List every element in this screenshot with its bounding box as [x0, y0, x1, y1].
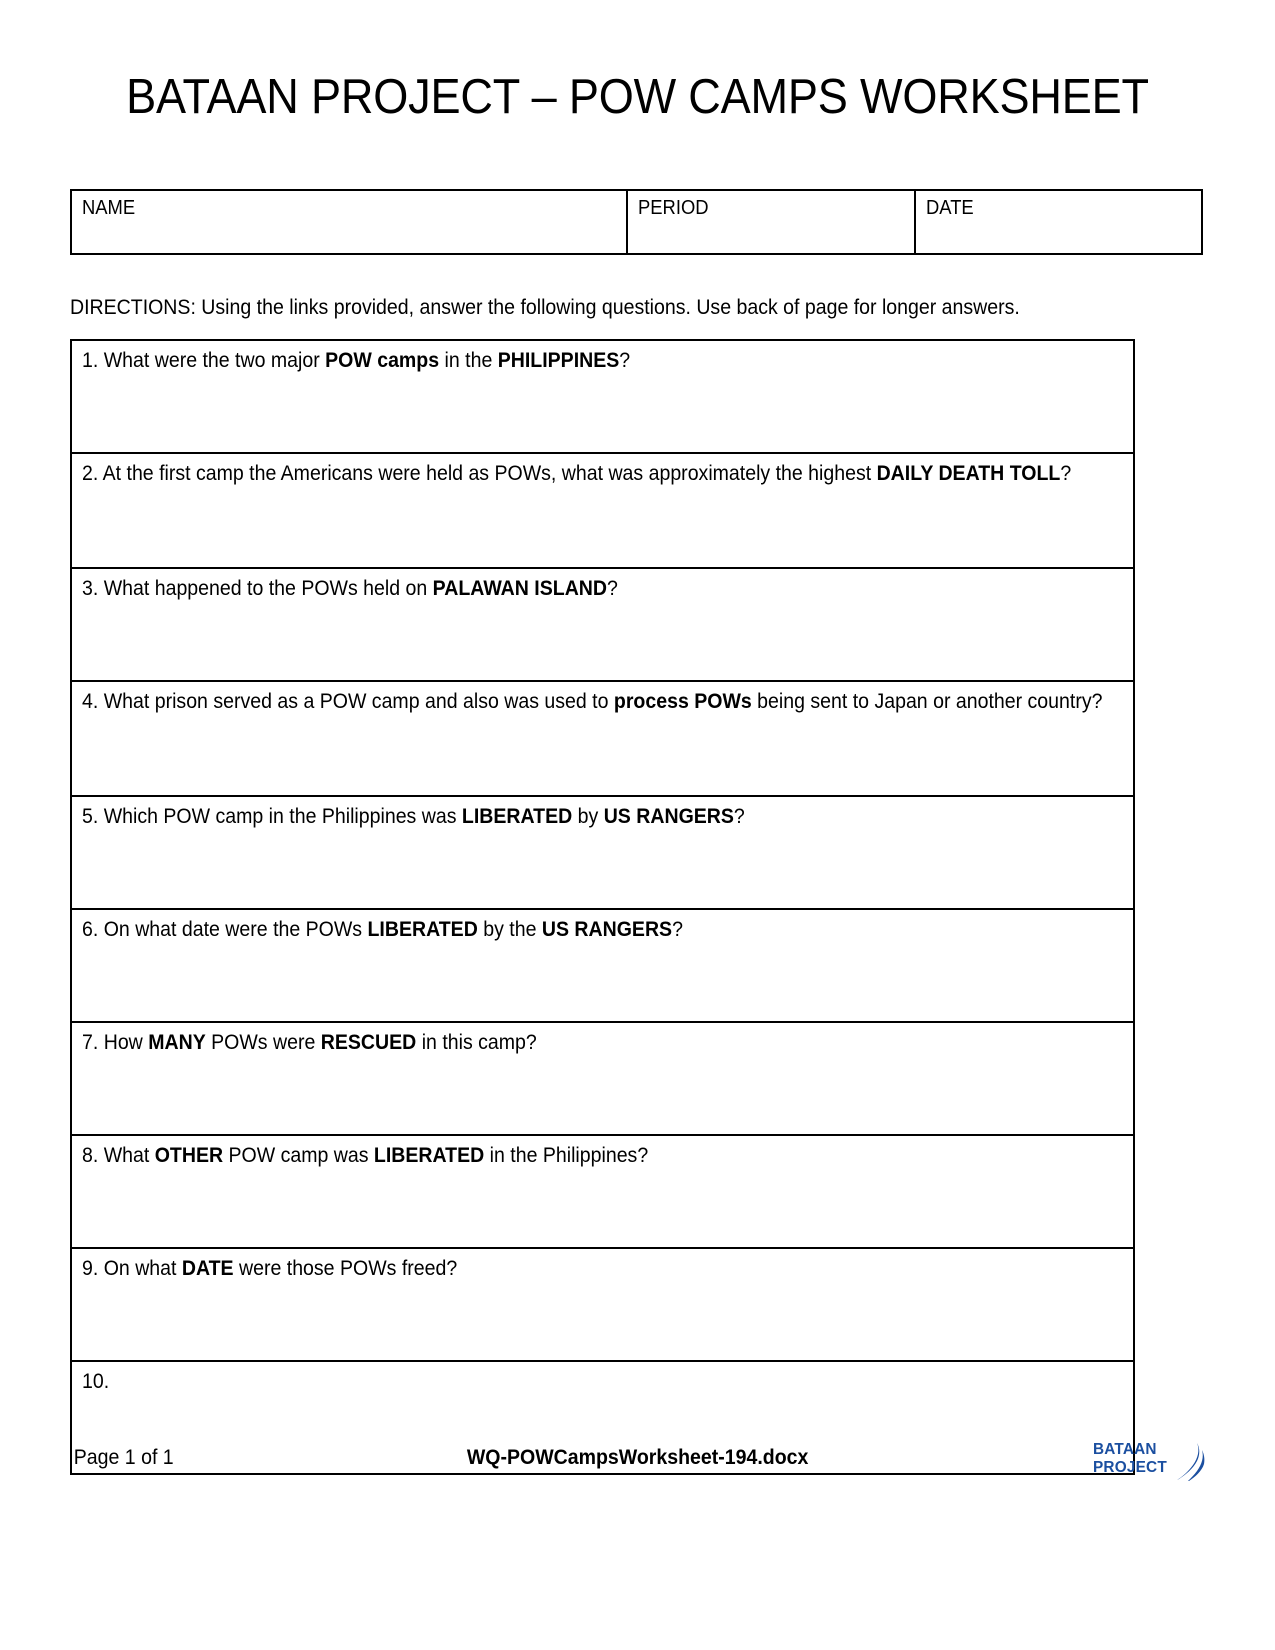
directions-text [70, 295, 1205, 320]
table-row [71, 909, 1134, 1022]
date-cell[interactable] [915, 190, 1202, 254]
table-row [71, 796, 1134, 909]
logo-swoosh-icon [1175, 1441, 1205, 1481]
question-fragment: by the [477, 917, 542, 941]
name-cell[interactable] [71, 190, 627, 254]
question-fragment: 5. Which POW camp in the Philippines was [82, 804, 462, 828]
question-fragment: 10. [82, 1369, 110, 1393]
period-label: PERIOD [638, 197, 709, 220]
table-row [71, 1248, 1134, 1361]
question-emphasis: process POWs [613, 689, 752, 713]
logo-line-2: PROJECT [1093, 1459, 1167, 1476]
question-emphasis: LIBERATED [461, 804, 573, 828]
question-text [82, 348, 630, 373]
question-emphasis: PALAWAN ISLAND [432, 576, 608, 600]
question-emphasis: POW camps [325, 348, 440, 372]
logo-line-1: BATAAN [1093, 1441, 1157, 1458]
table-row [71, 453, 1134, 568]
bataan-project-logo [1093, 1440, 1205, 1486]
question-text [82, 804, 745, 829]
question-fragment: 2. At the first camp the Americans were held as POWs, what was approximately the highest [82, 461, 877, 485]
question-fragment: ? [1060, 461, 1072, 485]
question-fragment: 3. What happened to the POWs held on [82, 576, 433, 600]
question-fragment: ? [672, 917, 683, 941]
question-cell-8[interactable] [71, 1135, 1134, 1248]
question-text [82, 1030, 537, 1055]
question-emphasis: MANY [148, 1030, 206, 1054]
question-fragment: 1. What were the two major [82, 348, 326, 372]
question-cell-6[interactable] [71, 909, 1134, 1022]
name-label: NAME [82, 197, 136, 220]
question-fragment: ? [733, 804, 745, 828]
table-row [71, 340, 1134, 453]
question-text [82, 1369, 109, 1394]
table-row [71, 681, 1134, 796]
question-fragment: 8. What [82, 1143, 155, 1167]
question-text [82, 576, 618, 601]
question-emphasis: RESCUED [320, 1030, 417, 1054]
question-cell-7[interactable] [71, 1022, 1134, 1135]
question-text [82, 461, 1071, 486]
question-text [82, 1256, 457, 1281]
logo-text [1093, 1442, 1179, 1476]
question-fragment: by [572, 804, 604, 828]
page-footer [70, 1440, 1205, 1510]
question-fragment: were those POWs freed? [233, 1256, 458, 1280]
question-fragment: 7. How [82, 1030, 149, 1054]
question-fragment: being sent to Japan or another country? [751, 689, 1103, 713]
period-cell[interactable] [627, 190, 915, 254]
question-emphasis: PHILIPPINES [497, 348, 620, 372]
question-text [82, 917, 683, 942]
table-row [71, 1022, 1134, 1135]
questions-table [70, 339, 1135, 1475]
question-text [82, 689, 1102, 714]
table-row [71, 190, 1202, 254]
question-fragment: POW camp was [223, 1143, 374, 1167]
directions-label: DIRECTIONS: Using the links provided, answer the following questions. Use back of page for longer answers. [70, 296, 1020, 320]
question-emphasis: DATE [181, 1256, 234, 1280]
question-cell-1[interactable] [71, 340, 1134, 453]
question-cell-2[interactable] [71, 453, 1134, 568]
question-fragment: 6. On what date were the POWs [82, 917, 368, 941]
question-fragment: in this camp? [416, 1030, 537, 1054]
question-fragment: ? [619, 348, 631, 372]
footer-file-name [70, 1446, 1205, 1470]
question-emphasis: US RANGERS [603, 804, 734, 828]
page-title: BATAAN PROJECT – POW CAMPS WORKSHEET [126, 70, 1149, 124]
question-text [82, 1143, 648, 1168]
question-cell-3[interactable] [71, 568, 1134, 681]
date-label: DATE [926, 197, 974, 220]
table-row [71, 1135, 1134, 1248]
footer-file-label: WQ-POWCampsWorksheet-194.docx [466, 1446, 809, 1469]
question-emphasis: DAILY DEATH TOLL [876, 461, 1061, 485]
question-emphasis: LIBERATED [373, 1143, 485, 1167]
student-info-table [70, 189, 1203, 255]
question-fragment: ? [607, 576, 618, 600]
question-fragment: POWs were [205, 1030, 321, 1054]
question-cell-9[interactable] [71, 1248, 1134, 1361]
question-fragment: in the Philippines? [484, 1143, 649, 1167]
question-emphasis: OTHER [154, 1143, 224, 1167]
question-fragment: 4. What prison served as a POW camp and also was used to [82, 689, 614, 713]
table-row [71, 568, 1134, 681]
question-emphasis: US RANGERS [541, 917, 673, 941]
question-cell-4[interactable] [71, 681, 1134, 796]
footer-page-label: Page 1 of 1 [73, 1446, 174, 1469]
question-cell-5[interactable] [71, 796, 1134, 909]
question-emphasis: LIBERATED [367, 917, 478, 941]
question-fragment: 9. On what [82, 1256, 182, 1280]
question-fragment: in the [439, 348, 498, 372]
questions-body [71, 340, 1134, 1474]
